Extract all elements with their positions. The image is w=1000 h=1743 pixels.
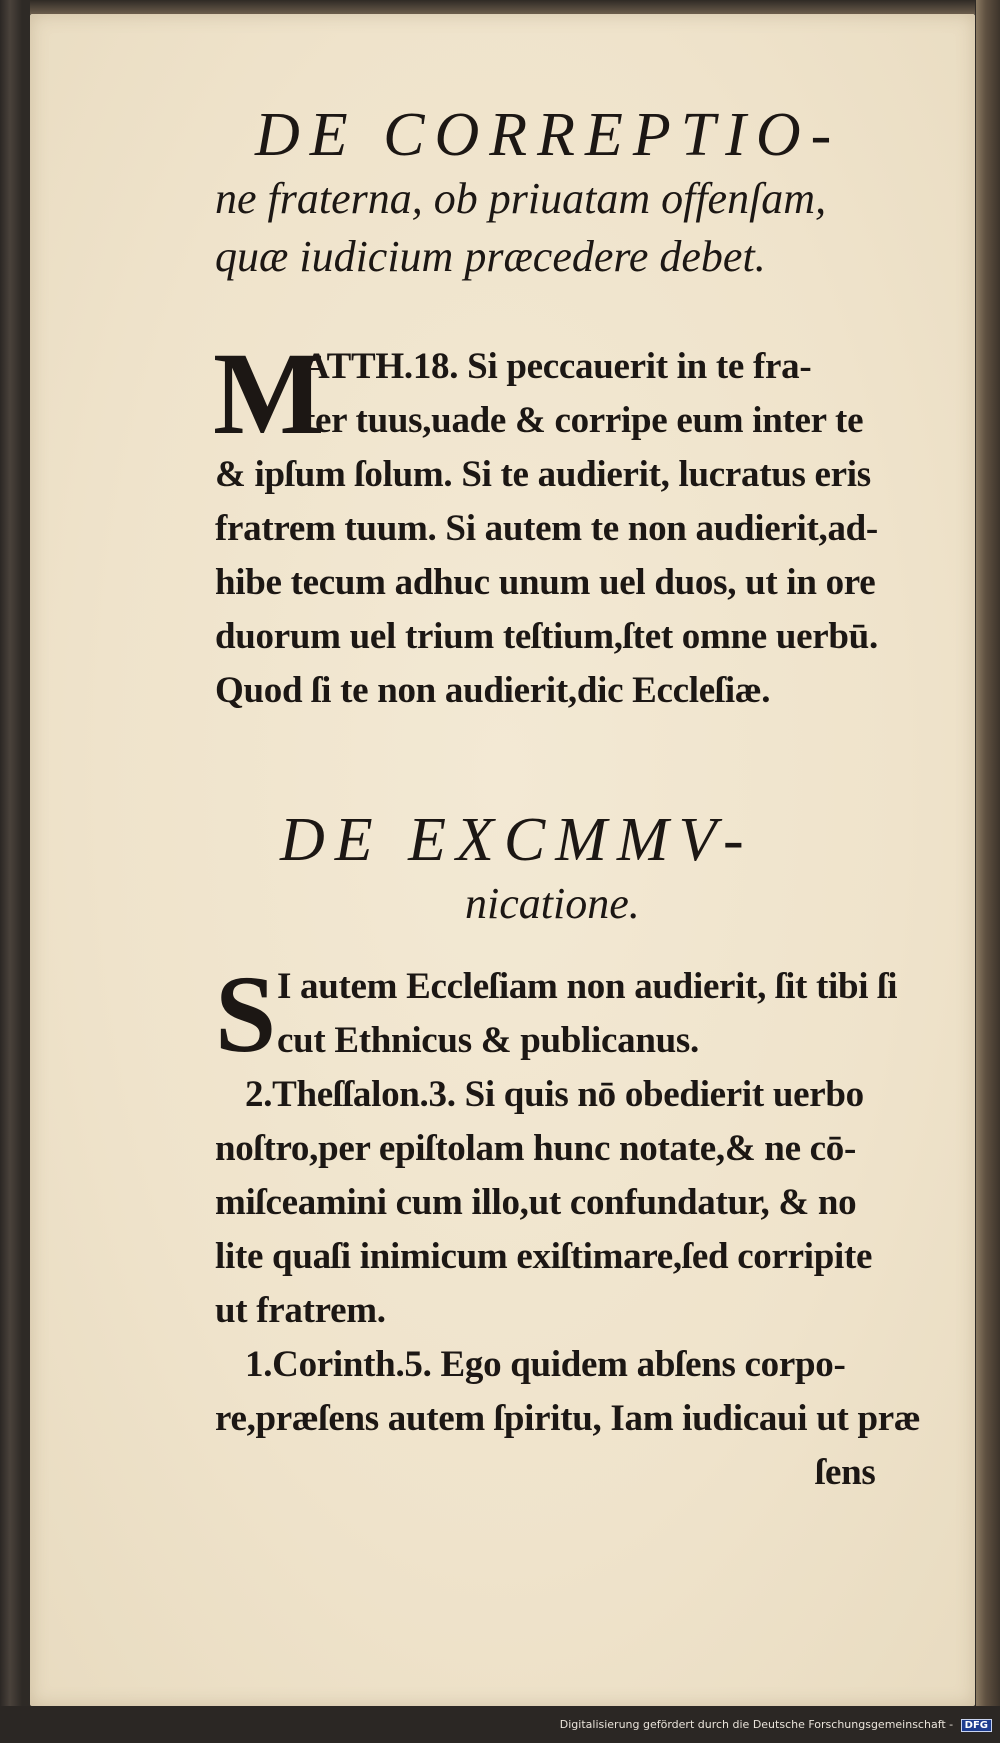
dfg-logo: DFG	[961, 1719, 992, 1732]
paragraph2-line: re,præſens autem ſpiritu, Iam iudicaui ut præ	[215, 1398, 921, 1439]
paragraph2-line: lite quaſi inimicum exiſtimare,ſed corripite	[215, 1236, 873, 1277]
heading1-line2: ne fraterna, ob priuatam offenſam,	[215, 174, 827, 223]
paragraph2-line: 1.Corinth.5. Ego quidem abſens corpo-	[245, 1344, 846, 1385]
heading2-line2: nicatione.	[465, 879, 640, 928]
paragraph1-line: duorum uel trium teſtium,ſtet omne uerbū.	[215, 616, 878, 657]
catchword: ſens	[815, 1452, 876, 1493]
page-top-edge	[30, 0, 975, 14]
paragraph1-line: fratrem tuum. Si autem te non audierit,ad-	[215, 508, 878, 549]
heading1-caps: DE CORREPTIO-	[255, 101, 842, 169]
footer-text: Digitalisierung gefördert durch die Deutsche Forschungsgemeinschaft -	[559, 1718, 954, 1731]
paragraph-excommunication	[215, 953, 950, 1500]
dropcap-m: M	[213, 328, 325, 459]
heading2-caps: DE EXCMMV-	[280, 806, 754, 874]
paragraph1-line: Quod ſi te non audierit,dic Eccleſiæ.	[215, 670, 771, 711]
paragraph2-line: 2.Theſſalon.3. Si quis nō obedierit uerbo	[245, 1074, 864, 1115]
paragraph2-line: ut fratrem.	[215, 1290, 386, 1331]
paragraph1-line: hibe tecum adhuc unum uel duos, ut in ore	[215, 562, 876, 603]
digitization-footer	[560, 1718, 992, 1732]
paragraph2-line: miſceamini cum illo,ut confundatur, & no	[215, 1182, 857, 1223]
heading-correptione	[215, 100, 950, 286]
paragraph-matthew	[213, 328, 950, 718]
heading-excommunicatione	[215, 805, 950, 933]
paragraph1-line: ATTH.18. Si peccauerit in te fra-	[303, 346, 812, 387]
paragraph2-line: noſtro,per epiſtolam hunc notate,& ne cō-	[215, 1128, 856, 1169]
dropcap-s: S	[215, 953, 277, 1075]
paragraph1-line: & ipſum ſolum. Si te audierit, lucratus eris	[215, 454, 871, 495]
paragraph2-line: cut Ethnicus & publicanus.	[277, 1020, 699, 1061]
paragraph2-line: I autem Eccleſiam non audierit, ſit tibi ſi	[277, 966, 898, 1007]
book-spine-edge	[976, 0, 1000, 1710]
paragraph1-line: ter tuus,uade & corripe eum inter te	[303, 400, 864, 441]
heading1-line3: quæ iudicium præcedere debet.	[215, 232, 766, 281]
